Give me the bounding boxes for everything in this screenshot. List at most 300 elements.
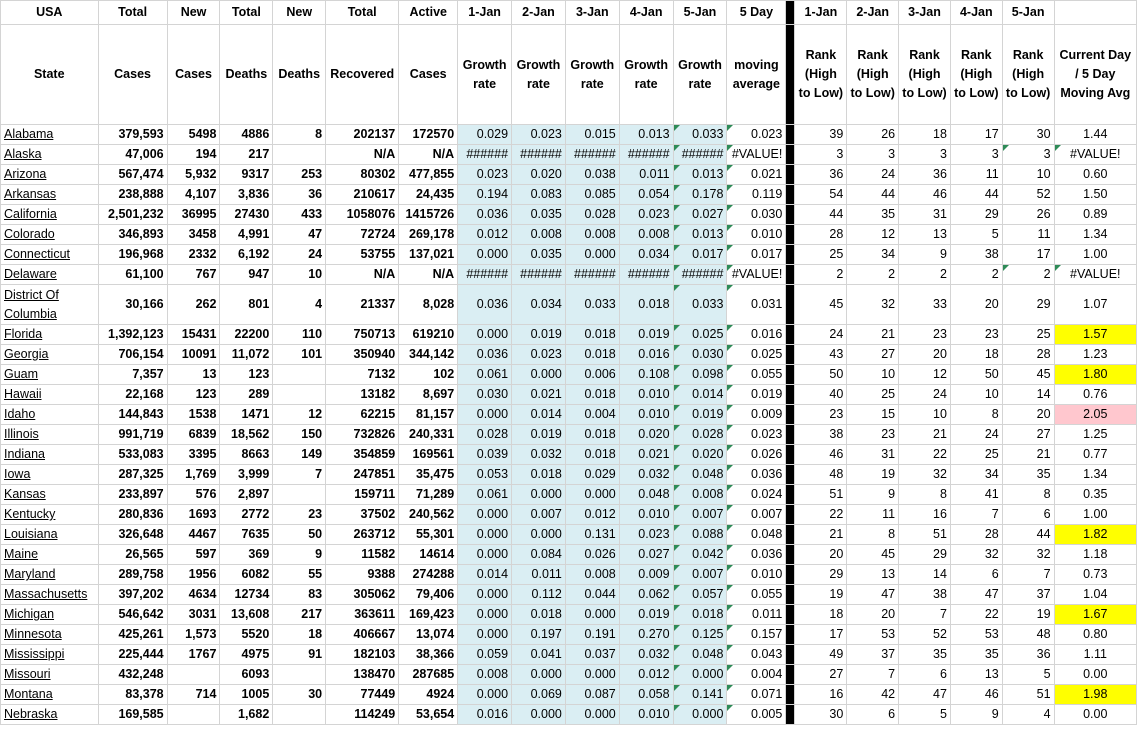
active-cases-cell[interactable]: 287685 (399, 665, 458, 685)
rank-cell[interactable]: 38 (795, 425, 847, 445)
state-link[interactable]: Guam (4, 367, 39, 381)
state-cell[interactable] (1, 445, 99, 465)
growth-rate-cell[interactable]: 0.000 (458, 545, 512, 565)
recovered-cell[interactable]: 263712 (326, 525, 399, 545)
growth-rate-cell[interactable]: 0.044 (565, 585, 619, 605)
active-cases-cell[interactable]: 14614 (399, 545, 458, 565)
rank-cell[interactable]: 13 (950, 665, 1002, 685)
current-day-ratio-cell[interactable]: 1.04 (1054, 585, 1136, 605)
growth-rate-cell[interactable]: 0.098 (673, 365, 727, 385)
growth-rate-cell[interactable]: 0.032 (512, 445, 566, 465)
current-day-ratio-cell[interactable]: 0.60 (1054, 165, 1136, 185)
header-cell[interactable]: Deaths (220, 25, 273, 125)
growth-rate-cell[interactable]: 0.007 (512, 505, 566, 525)
growth-rate-cell[interactable]: 0.014 (512, 405, 566, 425)
growth-rate-cell[interactable]: 0.034 (619, 245, 673, 265)
growth-rate-cell[interactable]: 0.029 (565, 465, 619, 485)
current-day-ratio-cell[interactable]: 1.34 (1054, 225, 1136, 245)
growth-rate-cell[interactable]: 0.194 (458, 185, 512, 205)
growth-rate-cell[interactable]: 0.010 (619, 505, 673, 525)
state-cell[interactable] (1, 425, 99, 445)
growth-rate-cell[interactable]: 0.020 (673, 445, 727, 465)
rank-cell[interactable]: 35 (847, 205, 899, 225)
rank-cell[interactable]: 47 (950, 585, 1002, 605)
active-cases-cell[interactable]: 169,423 (399, 605, 458, 625)
state-link[interactable]: Alabama (4, 127, 54, 141)
rank-cell[interactable]: 12 (899, 365, 951, 385)
header-cell[interactable]: Growth rate (673, 25, 727, 125)
rank-cell[interactable]: 27 (1002, 425, 1054, 445)
growth-rate-cell[interactable]: 0.048 (673, 465, 727, 485)
new-cases-cell[interactable]: 6839 (167, 425, 220, 445)
rank-cell[interactable]: 36 (899, 165, 951, 185)
state-cell[interactable] (1, 125, 99, 145)
new-deaths-cell[interactable]: 23 (273, 505, 326, 525)
rank-cell[interactable]: 7 (899, 605, 951, 625)
rank-cell[interactable]: 8 (847, 525, 899, 545)
rank-cell[interactable]: 44 (795, 205, 847, 225)
new-deaths-cell[interactable]: 50 (273, 525, 326, 545)
growth-rate-cell[interactable]: 0.035 (512, 245, 566, 265)
growth-rate-cell[interactable]: 0.019 (619, 325, 673, 345)
active-cases-cell[interactable]: 24,435 (399, 185, 458, 205)
rank-cell[interactable]: 27 (795, 665, 847, 685)
growth-rate-cell[interactable]: 0.270 (619, 625, 673, 645)
new-deaths-cell[interactable]: 217 (273, 605, 326, 625)
state-cell[interactable] (1, 705, 99, 725)
growth-rate-cell[interactable]: 0.020 (619, 425, 673, 445)
rank-cell[interactable]: 5 (950, 225, 1002, 245)
growth-rate-cell[interactable]: 0.018 (565, 385, 619, 405)
growth-rate-cell[interactable]: 0.036 (458, 205, 512, 225)
growth-rate-cell[interactable]: 0.019 (512, 325, 566, 345)
current-day-ratio-cell[interactable]: 1.11 (1054, 645, 1136, 665)
moving-average-cell[interactable]: 0.017 (727, 245, 786, 265)
state-cell[interactable] (1, 365, 99, 385)
growth-rate-cell[interactable]: 0.013 (673, 225, 727, 245)
header-cell[interactable]: Recovered (326, 25, 399, 125)
new-deaths-cell[interactable]: 12 (273, 405, 326, 425)
new-cases-cell[interactable]: 1693 (167, 505, 220, 525)
moving-average-cell[interactable]: 0.023 (727, 125, 786, 145)
moving-average-cell[interactable]: 0.031 (727, 285, 786, 325)
rank-cell[interactable]: 39 (795, 125, 847, 145)
header-cell[interactable]: Cases (167, 25, 220, 125)
total-cases-cell[interactable]: 1,392,123 (98, 325, 167, 345)
growth-rate-cell[interactable]: 0.016 (619, 345, 673, 365)
rank-cell[interactable]: 10 (950, 385, 1002, 405)
rank-cell[interactable]: 35 (1002, 465, 1054, 485)
current-day-ratio-cell[interactable]: 2.05 (1054, 405, 1136, 425)
header-cell[interactable]: Rank (High to Low) (795, 25, 847, 125)
rank-cell[interactable]: 18 (795, 605, 847, 625)
total-deaths-cell[interactable]: 217 (220, 145, 273, 165)
rank-cell[interactable]: 35 (899, 645, 951, 665)
header-cell[interactable]: Current Day / 5 Day Moving Avg (1054, 25, 1136, 125)
rank-cell[interactable]: 2 (847, 265, 899, 285)
state-cell[interactable] (1, 405, 99, 425)
rank-cell[interactable]: 6 (950, 565, 1002, 585)
rank-cell[interactable]: 29 (1002, 285, 1054, 325)
total-deaths-cell[interactable]: 1471 (220, 405, 273, 425)
new-deaths-cell[interactable]: 9 (273, 545, 326, 565)
rank-cell[interactable]: 3 (899, 145, 951, 165)
state-link[interactable]: Montana (4, 687, 53, 701)
growth-rate-cell[interactable]: 0.000 (512, 705, 566, 725)
header-cell[interactable]: Total (98, 1, 167, 25)
rank-cell[interactable]: 42 (847, 685, 899, 705)
growth-rate-cell[interactable]: 0.083 (512, 185, 566, 205)
current-day-ratio-cell[interactable]: 1.82 (1054, 525, 1136, 545)
active-cases-cell[interactable]: 619210 (399, 325, 458, 345)
total-cases-cell[interactable]: 2,501,232 (98, 205, 167, 225)
rank-cell[interactable]: 17 (950, 125, 1002, 145)
new-deaths-cell[interactable]: 91 (273, 645, 326, 665)
rank-cell[interactable]: 25 (950, 445, 1002, 465)
current-day-ratio-cell[interactable]: #VALUE! (1054, 145, 1136, 165)
growth-rate-cell[interactable]: 0.032 (619, 645, 673, 665)
new-cases-cell[interactable]: 3031 (167, 605, 220, 625)
total-deaths-cell[interactable]: 4975 (220, 645, 273, 665)
state-link[interactable]: Georgia (4, 347, 49, 361)
rank-cell[interactable]: 52 (899, 625, 951, 645)
current-day-ratio-cell[interactable]: #VALUE! (1054, 265, 1136, 285)
rank-cell[interactable]: 30 (1002, 125, 1054, 145)
active-cases-cell[interactable]: 477,855 (399, 165, 458, 185)
new-cases-cell[interactable]: 597 (167, 545, 220, 565)
rank-cell[interactable]: 7 (1002, 565, 1054, 585)
moving-average-cell[interactable]: 0.009 (727, 405, 786, 425)
total-cases-cell[interactable]: 432,248 (98, 665, 167, 685)
new-cases-cell[interactable]: 3458 (167, 225, 220, 245)
rank-cell[interactable]: 2 (899, 265, 951, 285)
current-day-ratio-cell[interactable]: 1.00 (1054, 505, 1136, 525)
moving-average-cell[interactable]: #VALUE! (727, 265, 786, 285)
rank-cell[interactable]: 40 (795, 385, 847, 405)
growth-rate-cell[interactable]: 0.084 (512, 545, 566, 565)
total-deaths-cell[interactable]: 11,072 (220, 345, 273, 365)
state-cell[interactable] (1, 665, 99, 685)
current-day-ratio-cell[interactable]: 1.07 (1054, 285, 1136, 325)
new-deaths-cell[interactable]: 110 (273, 325, 326, 345)
growth-rate-cell[interactable]: 0.030 (673, 345, 727, 365)
total-cases-cell[interactable]: 26,565 (98, 545, 167, 565)
state-cell[interactable] (1, 285, 99, 325)
rank-cell[interactable]: 38 (950, 245, 1002, 265)
rank-cell[interactable]: 47 (899, 685, 951, 705)
rank-cell[interactable]: 13 (847, 565, 899, 585)
total-deaths-cell[interactable]: 12734 (220, 585, 273, 605)
rank-cell[interactable]: 32 (847, 285, 899, 325)
growth-rate-cell[interactable]: 0.038 (565, 165, 619, 185)
new-cases-cell[interactable]: 15431 (167, 325, 220, 345)
header-cell[interactable]: 2-Jan (512, 1, 566, 25)
new-cases-cell[interactable]: 13 (167, 365, 220, 385)
state-link[interactable]: Maine (4, 547, 39, 561)
header-cell[interactable]: 5-Jan (673, 1, 727, 25)
total-deaths-cell[interactable]: 18,562 (220, 425, 273, 445)
recovered-cell[interactable]: 53755 (326, 245, 399, 265)
total-deaths-cell[interactable]: 369 (220, 545, 273, 565)
state-link[interactable]: Arkansas (4, 187, 57, 201)
total-deaths-cell[interactable]: 3,836 (220, 185, 273, 205)
rank-cell[interactable]: 38 (899, 585, 951, 605)
active-cases-cell[interactable]: 344,142 (399, 345, 458, 365)
new-cases-cell[interactable]: 4634 (167, 585, 220, 605)
growth-rate-cell[interactable]: 0.011 (512, 565, 566, 585)
new-deaths-cell[interactable] (273, 485, 326, 505)
recovered-cell[interactable]: 11582 (326, 545, 399, 565)
total-deaths-cell[interactable]: 123 (220, 365, 273, 385)
rank-cell[interactable]: 3 (795, 145, 847, 165)
growth-rate-cell[interactable]: 0.008 (565, 565, 619, 585)
moving-average-cell[interactable]: 0.016 (727, 325, 786, 345)
recovered-cell[interactable]: 138470 (326, 665, 399, 685)
header-cell[interactable]: State (1, 25, 99, 125)
rank-cell[interactable]: 24 (950, 425, 1002, 445)
new-deaths-cell[interactable]: 433 (273, 205, 326, 225)
recovered-cell[interactable]: 77449 (326, 685, 399, 705)
rank-cell[interactable]: 27 (847, 345, 899, 365)
header-cell[interactable]: Cases (399, 25, 458, 125)
header-cell[interactable]: New (273, 1, 326, 25)
state-link[interactable]: Kansas (4, 487, 46, 501)
growth-rate-cell[interactable]: ###### (619, 145, 673, 165)
header-cell[interactable]: 2-Jan (847, 1, 899, 25)
growth-rate-cell[interactable]: 0.000 (673, 705, 727, 725)
growth-rate-cell[interactable]: ###### (458, 265, 512, 285)
growth-rate-cell[interactable]: 0.042 (673, 545, 727, 565)
rank-cell[interactable]: 43 (795, 345, 847, 365)
moving-average-cell[interactable]: 0.048 (727, 525, 786, 545)
current-day-ratio-cell[interactable]: 1.44 (1054, 125, 1136, 145)
rank-cell[interactable]: 46 (795, 445, 847, 465)
rank-cell[interactable]: 17 (1002, 245, 1054, 265)
growth-rate-cell[interactable]: 0.016 (458, 705, 512, 725)
moving-average-cell[interactable]: 0.157 (727, 625, 786, 645)
new-cases-cell[interactable]: 1,769 (167, 465, 220, 485)
growth-rate-cell[interactable]: 0.000 (512, 525, 566, 545)
new-deaths-cell[interactable]: 47 (273, 225, 326, 245)
rank-cell[interactable]: 46 (899, 185, 951, 205)
rank-cell[interactable]: 3 (847, 145, 899, 165)
moving-average-cell[interactable]: 0.021 (727, 165, 786, 185)
rank-cell[interactable]: 22 (950, 605, 1002, 625)
total-cases-cell[interactable]: 225,444 (98, 645, 167, 665)
new-cases-cell[interactable]: 767 (167, 265, 220, 285)
rank-cell[interactable]: 18 (899, 125, 951, 145)
new-deaths-cell[interactable]: 83 (273, 585, 326, 605)
rank-cell[interactable]: 21 (795, 525, 847, 545)
rank-cell[interactable]: 5 (1002, 665, 1054, 685)
rank-cell[interactable]: 29 (795, 565, 847, 585)
rank-cell[interactable]: 3 (950, 145, 1002, 165)
growth-rate-cell[interactable]: 0.018 (619, 285, 673, 325)
growth-rate-cell[interactable]: 0.007 (673, 565, 727, 585)
new-cases-cell[interactable]: 3395 (167, 445, 220, 465)
new-cases-cell[interactable]: 123 (167, 385, 220, 405)
total-cases-cell[interactable]: 425,261 (98, 625, 167, 645)
recovered-cell[interactable]: 305062 (326, 585, 399, 605)
growth-rate-cell[interactable]: 0.000 (458, 405, 512, 425)
state-link[interactable]: Kentucky (4, 507, 56, 521)
growth-rate-cell[interactable]: 0.036 (458, 345, 512, 365)
growth-rate-cell[interactable]: 0.131 (565, 525, 619, 545)
state-link[interactable]: Indiana (4, 447, 46, 461)
rank-cell[interactable]: 9 (950, 705, 1002, 725)
new-cases-cell[interactable]: 1956 (167, 565, 220, 585)
header-cell[interactable]: Growth rate (565, 25, 619, 125)
growth-rate-cell[interactable]: 0.025 (673, 325, 727, 345)
state-cell[interactable] (1, 225, 99, 245)
current-day-ratio-cell[interactable]: 1.23 (1054, 345, 1136, 365)
state-cell[interactable] (1, 545, 99, 565)
growth-rate-cell[interactable]: 0.008 (565, 225, 619, 245)
growth-rate-cell[interactable]: 0.018 (565, 325, 619, 345)
new-cases-cell[interactable]: 1767 (167, 645, 220, 665)
active-cases-cell[interactable]: 4924 (399, 685, 458, 705)
rank-cell[interactable]: 24 (847, 165, 899, 185)
growth-rate-cell[interactable]: 0.000 (458, 525, 512, 545)
rank-cell[interactable]: 35 (950, 645, 1002, 665)
state-cell[interactable] (1, 345, 99, 365)
growth-rate-cell[interactable]: 0.018 (512, 605, 566, 625)
growth-rate-cell[interactable]: 0.014 (673, 385, 727, 405)
new-cases-cell[interactable]: 1,573 (167, 625, 220, 645)
state-link[interactable]: Hawaii (4, 387, 42, 401)
rank-cell[interactable]: 24 (795, 325, 847, 345)
new-cases-cell[interactable]: 5,932 (167, 165, 220, 185)
growth-rate-cell[interactable]: 0.008 (619, 225, 673, 245)
total-cases-cell[interactable]: 289,758 (98, 565, 167, 585)
growth-rate-cell[interactable]: 0.023 (619, 205, 673, 225)
new-cases-cell[interactable]: 714 (167, 685, 220, 705)
growth-rate-cell[interactable]: 0.013 (673, 165, 727, 185)
total-cases-cell[interactable]: 567,474 (98, 165, 167, 185)
total-cases-cell[interactable]: 7,357 (98, 365, 167, 385)
rank-cell[interactable]: 45 (847, 545, 899, 565)
current-day-ratio-cell[interactable]: 0.77 (1054, 445, 1136, 465)
rank-cell[interactable]: 26 (847, 125, 899, 145)
growth-rate-cell[interactable]: 0.141 (673, 685, 727, 705)
active-cases-cell[interactable]: 137,021 (399, 245, 458, 265)
rank-cell[interactable]: 23 (899, 325, 951, 345)
header-cell[interactable] (1054, 1, 1136, 25)
rank-cell[interactable]: 23 (847, 425, 899, 445)
total-cases-cell[interactable]: 379,593 (98, 125, 167, 145)
rank-cell[interactable]: 10 (847, 365, 899, 385)
header-cell[interactable]: Total (326, 1, 399, 25)
total-deaths-cell[interactable]: 801 (220, 285, 273, 325)
growth-rate-cell[interactable]: ###### (565, 145, 619, 165)
rank-cell[interactable]: 29 (950, 205, 1002, 225)
new-deaths-cell[interactable]: 150 (273, 425, 326, 445)
active-cases-cell[interactable]: 169561 (399, 445, 458, 465)
total-deaths-cell[interactable]: 13,608 (220, 605, 273, 625)
total-cases-cell[interactable]: 47,006 (98, 145, 167, 165)
state-cell[interactable] (1, 585, 99, 605)
growth-rate-cell[interactable]: 0.010 (619, 405, 673, 425)
growth-rate-cell[interactable]: 0.112 (512, 585, 566, 605)
new-deaths-cell[interactable]: 55 (273, 565, 326, 585)
rank-cell[interactable]: 49 (795, 645, 847, 665)
state-link[interactable]: District Of Columbia (4, 287, 59, 321)
rank-cell[interactable]: 23 (950, 325, 1002, 345)
new-cases-cell[interactable]: 5498 (167, 125, 220, 145)
moving-average-cell[interactable]: 0.025 (727, 345, 786, 365)
growth-rate-cell[interactable]: 0.069 (512, 685, 566, 705)
recovered-cell[interactable]: 350940 (326, 345, 399, 365)
rank-cell[interactable]: 21 (1002, 445, 1054, 465)
total-cases-cell[interactable]: 238,888 (98, 185, 167, 205)
growth-rate-cell[interactable]: ###### (458, 145, 512, 165)
new-cases-cell[interactable]: 194 (167, 145, 220, 165)
total-cases-cell[interactable]: 706,154 (98, 345, 167, 365)
total-cases-cell[interactable]: 397,202 (98, 585, 167, 605)
state-link[interactable]: Minnesota (4, 627, 62, 641)
rank-cell[interactable]: 19 (1002, 605, 1054, 625)
recovered-cell[interactable]: 202137 (326, 125, 399, 145)
recovered-cell[interactable]: 9388 (326, 565, 399, 585)
new-deaths-cell[interactable] (273, 365, 326, 385)
total-cases-cell[interactable]: 169,585 (98, 705, 167, 725)
state-cell[interactable] (1, 165, 99, 185)
rank-cell[interactable]: 17 (795, 625, 847, 645)
moving-average-cell[interactable]: 0.026 (727, 445, 786, 465)
rank-cell[interactable]: 10 (899, 405, 951, 425)
rank-cell[interactable]: 32 (899, 465, 951, 485)
rank-cell[interactable]: 30 (795, 705, 847, 725)
rank-cell[interactable]: 23 (795, 405, 847, 425)
new-cases-cell[interactable]: 1538 (167, 405, 220, 425)
header-cell[interactable]: Rank (High to Low) (899, 25, 951, 125)
rank-cell[interactable]: 25 (795, 245, 847, 265)
state-cell[interactable] (1, 145, 99, 165)
rank-cell[interactable]: 54 (795, 185, 847, 205)
total-cases-cell[interactable]: 144,843 (98, 405, 167, 425)
growth-rate-cell[interactable]: 0.023 (619, 525, 673, 545)
growth-rate-cell[interactable]: 0.013 (619, 125, 673, 145)
rank-cell[interactable]: 6 (899, 665, 951, 685)
rank-cell[interactable]: 14 (1002, 385, 1054, 405)
moving-average-cell[interactable]: 0.007 (727, 505, 786, 525)
growth-rate-cell[interactable]: 0.030 (458, 385, 512, 405)
state-link[interactable]: Florida (4, 327, 43, 341)
new-cases-cell[interactable]: 10091 (167, 345, 220, 365)
new-deaths-cell[interactable]: 10 (273, 265, 326, 285)
total-deaths-cell[interactable]: 289 (220, 385, 273, 405)
total-deaths-cell[interactable]: 4886 (220, 125, 273, 145)
total-deaths-cell[interactable]: 9317 (220, 165, 273, 185)
growth-rate-cell[interactable]: 0.029 (458, 125, 512, 145)
total-cases-cell[interactable]: 196,968 (98, 245, 167, 265)
growth-rate-cell[interactable]: 0.037 (565, 645, 619, 665)
current-day-ratio-cell[interactable]: 0.00 (1054, 705, 1136, 725)
total-cases-cell[interactable]: 83,378 (98, 685, 167, 705)
growth-rate-cell[interactable]: 0.018 (565, 425, 619, 445)
state-link[interactable]: California (4, 207, 57, 221)
growth-rate-cell[interactable]: 0.023 (512, 125, 566, 145)
moving-average-cell[interactable]: 0.019 (727, 385, 786, 405)
new-cases-cell[interactable]: 4,107 (167, 185, 220, 205)
rank-cell[interactable]: 19 (847, 465, 899, 485)
current-day-ratio-cell[interactable]: 1.25 (1054, 425, 1136, 445)
total-cases-cell[interactable]: 30,166 (98, 285, 167, 325)
active-cases-cell[interactable]: 38,366 (399, 645, 458, 665)
rank-cell[interactable]: 3 (1002, 145, 1054, 165)
state-link[interactable]: Delaware (4, 267, 57, 281)
rank-cell[interactable]: 8 (1002, 485, 1054, 505)
